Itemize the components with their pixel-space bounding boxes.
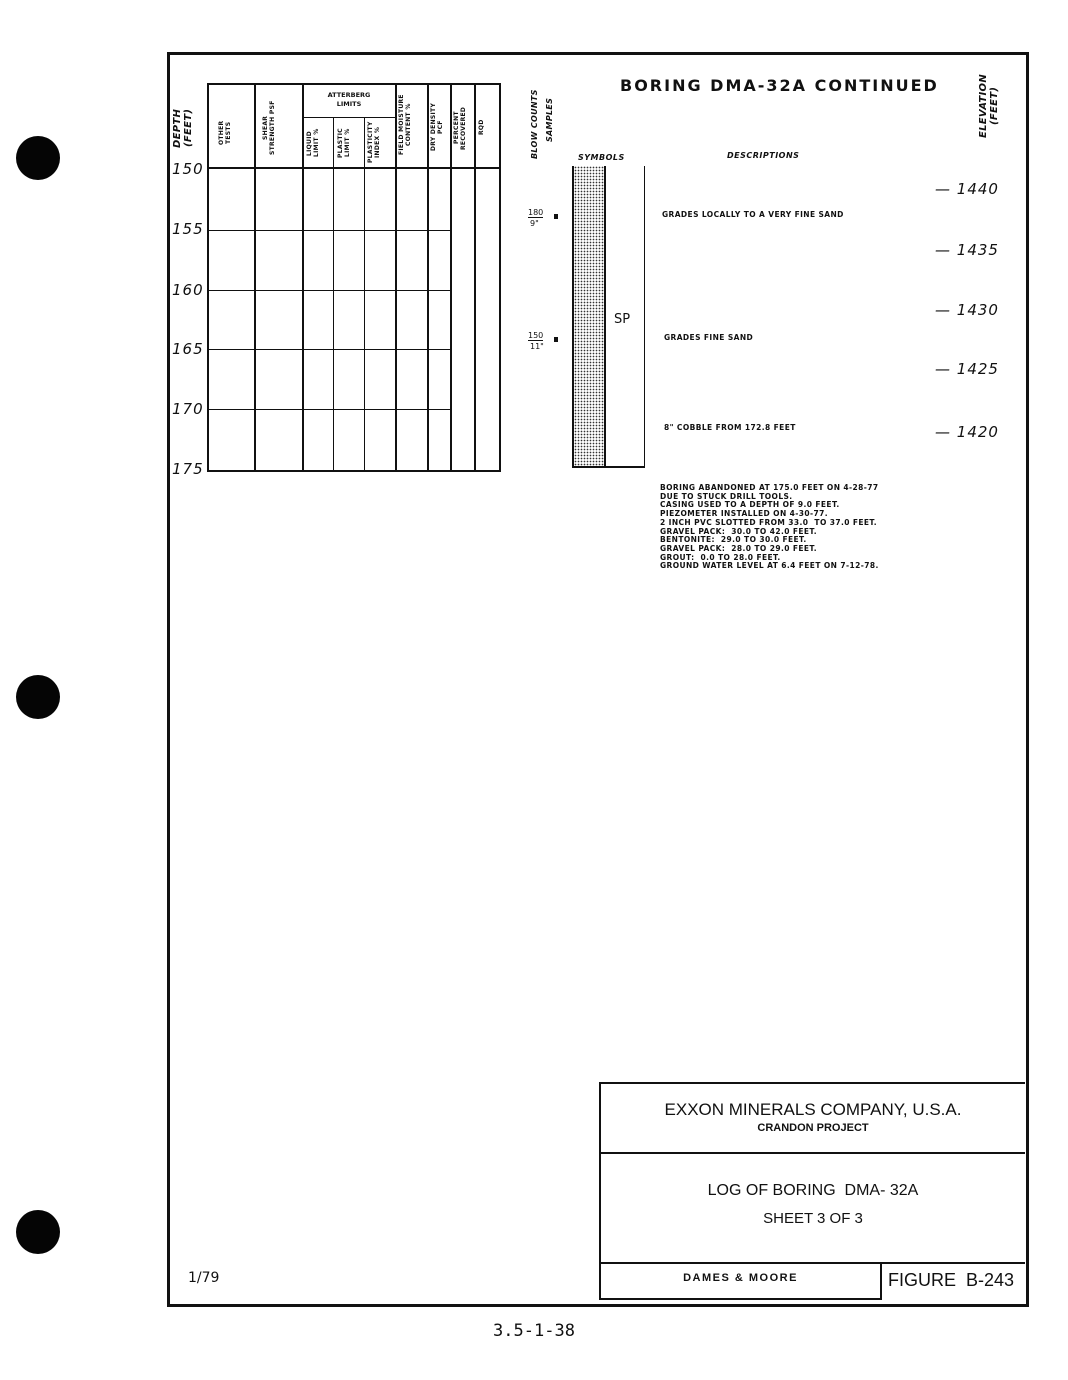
depth-175: 175: [172, 460, 204, 478]
depth-line-165: [207, 349, 452, 350]
col-atterberg: ATTERBERG LIMITS: [327, 91, 371, 108]
description-1: GRADES LOCALLY TO A VERY FINE SAND: [662, 210, 844, 219]
elevation-1425-value: 1425: [956, 360, 999, 378]
log-title: LOG OF BORING DMA- 32A: [707, 1182, 919, 1199]
col-shear-strength: SHEAR STRENGTH PSF: [262, 100, 276, 156]
depth-label: DEPTH (FEET): [172, 108, 194, 148]
page-number: 3.5-1-38: [493, 1321, 575, 1341]
table-col-line: [254, 83, 256, 470]
elevation-label: ELEVATION (FEET): [978, 74, 1000, 138]
col-rqd: RQD: [478, 119, 485, 135]
sheet-number: SHEET 3 OF 3: [763, 1210, 863, 1227]
col-dry-density: DRY DENSITY PCF: [430, 102, 444, 152]
elevation-1435-value: 1435: [956, 241, 999, 259]
depth-line-155: [207, 230, 452, 231]
depth-155: 155: [172, 220, 204, 238]
soil-symbol-hatch: [572, 166, 606, 468]
date-code: 1/79: [188, 1270, 220, 1286]
table-col-line: [474, 83, 476, 470]
project-name: CRANDON PROJECT: [757, 1122, 869, 1134]
sample-2-penetration: 11": [530, 342, 544, 351]
title-block-company: [599, 1082, 1025, 1154]
note-line: DUE TO STUCK DRILL TOOLS.: [660, 491, 793, 501]
note-line: GROUND WATER LEVEL AT 6.4 FEET ON 7-12-78.: [660, 561, 879, 571]
table-col-line: [302, 83, 304, 470]
company-name: EXXON MINERALS COMPANY, U.S.A.: [664, 1100, 962, 1119]
sample-1: [524, 208, 560, 230]
col-percent-recovered: PERCENT RECOVERED: [453, 106, 467, 150]
table-col-line: [364, 118, 365, 470]
sample-2: [524, 331, 560, 353]
depth-line-160: [207, 290, 452, 291]
boring-notes: [660, 484, 879, 571]
col-field-moisture: FIELD MOISTURE CONTENT %: [398, 94, 412, 156]
figure-number: FIGURE B-243: [888, 1270, 1015, 1290]
depth-165: 165: [172, 340, 204, 358]
note-line: GRAVEL PACK: 28.0 TO 29.0 FEET.: [660, 543, 818, 553]
descriptions-label: DESCRIPTIONS: [727, 151, 800, 160]
col-plastic-limit: PLASTIC LIMIT %: [337, 128, 351, 159]
sample-1-blows: 180: [528, 208, 544, 217]
soil-classification: SP: [614, 312, 631, 327]
description-2: GRADES FINE SAND: [664, 333, 754, 342]
samples-label: SAMPLES: [545, 97, 554, 143]
note-line: GROUT: 0.0 TO 28.0 FEET.: [660, 552, 781, 562]
elevation-1420: — 1420: [935, 423, 999, 441]
depth-150: 150: [172, 160, 204, 178]
elevation-1425: — 1425: [935, 360, 999, 378]
note-line: 2 INCH PVC SLOTTED FROM 33.0 TO 37.0 FEET.: [660, 517, 878, 527]
depth-160: 160: [172, 281, 204, 299]
binder-hole-middle: [16, 675, 60, 719]
elevation-1435: — 1435: [935, 241, 999, 259]
sample-2-blows: 150: [528, 331, 544, 340]
blow-counts-label: BLOW COUNTS: [530, 89, 539, 159]
col-plasticity-index: PLASTICITY INDEX %: [367, 121, 381, 163]
elevation-1440-value: 1440: [956, 180, 999, 198]
table-col-line: [427, 83, 429, 470]
elevation-1420-value: 1420: [956, 423, 999, 441]
description-3: 8" COBBLE FROM 172.8 FEET: [664, 423, 796, 432]
firm-name: DAMES & MOORE: [683, 1272, 798, 1284]
table-col-line: [395, 83, 397, 470]
binder-hole-top: [16, 136, 60, 180]
col-other-tests: OTHER TESTS: [218, 120, 232, 145]
depth-line-170: [207, 409, 452, 410]
note-line: BORING ABANDONED AT 175.0 FEET ON 4-28-77: [660, 483, 879, 492]
sample-marker: [554, 214, 558, 219]
note-line: CASING USED TO A DEPTH OF 9.0 FEET.: [660, 500, 840, 510]
binder-hole-bottom: [16, 1210, 60, 1254]
table-col-line: [333, 118, 334, 470]
sample-marker: [554, 337, 558, 342]
boring-title: BORING DMA-32A CONTINUED: [620, 76, 939, 95]
elevation-1430-value: 1430: [956, 301, 999, 319]
note-line: PIEZOMETER INSTALLED ON 4-30-77.: [660, 509, 828, 519]
symbols-label: SYMBOLS: [578, 153, 625, 162]
note-line: BENTONITE: 29.0 TO 30.0 FEET.: [660, 535, 807, 545]
elevation-1440: — 1440: [935, 180, 999, 198]
sample-1-penetration: 9": [530, 219, 539, 228]
depth-170: 170: [172, 400, 204, 418]
title-block-log: [599, 1150, 1025, 1264]
col-liquid-limit: LIQUID LIMIT %: [306, 128, 320, 158]
note-line: GRAVEL PACK: 30.0 TO 42.0 FEET.: [660, 526, 818, 536]
title-block-firm: [599, 1262, 882, 1300]
table-header-divider: [207, 167, 499, 169]
table-col-line: [450, 83, 452, 470]
elevation-1430: — 1430: [935, 301, 999, 319]
